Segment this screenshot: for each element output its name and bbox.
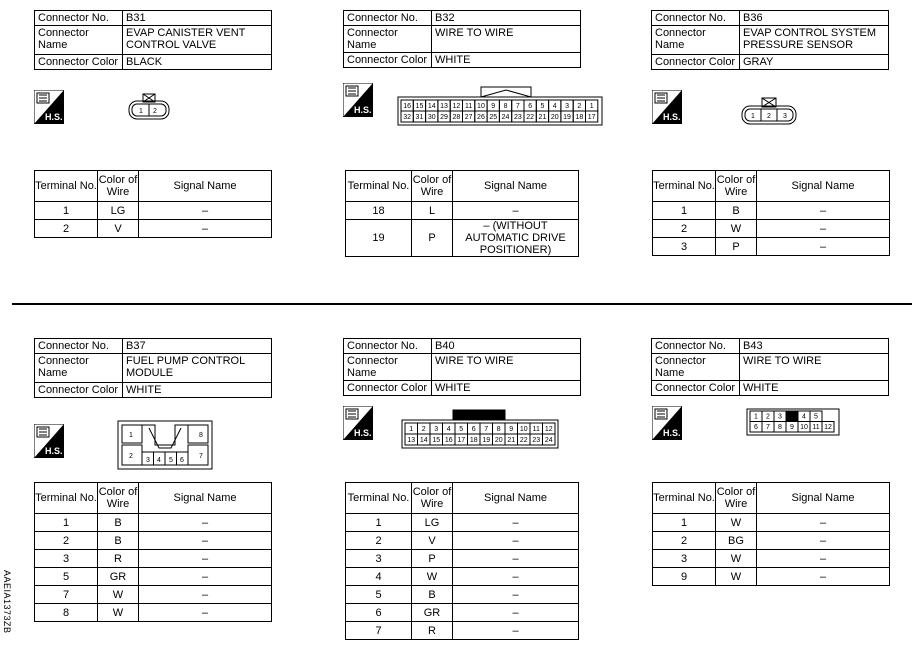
wire-color-header: Color of Wire [412,171,453,202]
svg-text:5: 5 [169,457,173,464]
pin-number: 32 [403,114,412,121]
pin-number: 10 [477,103,485,110]
table-row [35,532,272,550]
signal-name-cell: – [757,220,890,238]
pin-number: 8 [778,424,782,431]
svg-text:1: 1 [751,113,755,120]
pin-number: 24 [501,114,510,121]
svg-text:H.S.: H.S. [663,428,681,438]
connector-name-label: Connector Name [35,354,123,383]
terminal-no-cell: 1 [35,202,98,220]
pin-number: 19 [482,437,491,444]
terminal-no-cell: 5 [35,568,98,586]
table-row [35,586,272,604]
terminal-no-cell: 1 [35,514,98,532]
wire-color-cell: B [412,586,453,604]
connector-name-value: WIRE TO WIRE [432,26,581,53]
wire-color-cell: LG [98,202,139,220]
svg-text:1: 1 [139,108,143,115]
harness-side-icon [34,424,64,458]
connector-diagram-b31 [128,92,170,122]
terminal-no-cell: 7 [346,622,412,640]
pin-number: 6 [754,424,758,431]
connector-name-value: WIRE TO WIRE [740,354,889,381]
wire-color-header: Color of Wire [412,483,453,514]
wire-color-cell: B [716,202,757,220]
terminal-no-header: Terminal No. [346,171,412,202]
table-row [346,202,579,220]
table-row [346,622,579,640]
pin-number: 24 [544,437,553,444]
svg-text:2: 2 [153,108,157,115]
pin-number: 17 [457,437,466,444]
connector-color-value: WHITE [432,53,581,68]
wire-color-cell: W [716,568,757,586]
terminal-no-cell: 1 [653,514,716,532]
pin-number: 31 [415,114,424,121]
harness-side-icon [34,90,64,124]
wire-color-cell: R [412,622,453,640]
signal-name-cell: – [139,220,272,238]
pin-number: 7 [766,424,770,431]
signal-name-header: Signal Name [453,171,579,202]
pin-number: 9 [509,426,514,433]
wire-color-cell: P [412,220,453,257]
pin-number: 18 [469,437,478,444]
wire-color-cell: GR [98,568,139,586]
connector-color-label: Connector Color [344,381,432,396]
terminal-no-header: Terminal No. [35,483,98,514]
harness-side-icon [343,83,373,117]
svg-text:3: 3 [783,113,787,120]
svg-text:H.S.: H.S. [45,446,63,456]
table-row [653,550,890,568]
pin-number: 19 [563,114,571,121]
connector-info-b36 [651,10,889,70]
pin-number: 1 [409,426,414,433]
pin-number: 16 [444,437,453,444]
pin-number: 25 [489,114,498,121]
pin-number: 3 [565,103,570,110]
connector-name-value: EVAP CONTROL SYSTEM PRESSURE SENSOR [740,26,889,55]
connector-color-label: Connector Color [652,381,740,396]
pin-number: 13 [407,437,416,444]
harness-side-icon [652,90,682,124]
signal-name-cell: – [757,568,890,586]
pin-number: 20 [494,437,503,444]
terminal-table-b37 [34,482,272,622]
signal-name-cell: – [139,550,272,568]
signal-name-cell: – [139,532,272,550]
pin-number: 5 [459,426,464,433]
pin-number: 3 [778,413,782,421]
signal-name-cell: – [139,514,272,532]
wire-color-cell: GR [412,604,453,622]
pin-number: 2 [766,413,770,421]
signal-name-cell: – [453,202,579,220]
connector-color-value: WHITE [740,381,889,396]
connector-color-label: Connector Color [652,55,740,70]
pin-number: 13 [440,103,448,110]
terminal-no-cell: 19 [346,220,412,257]
pin-number: 22 [526,114,535,121]
pin-number: 9 [491,103,496,110]
connector-color-value: WHITE [123,383,272,398]
harness-side-icon [652,406,682,440]
pin-number: 20 [550,114,559,121]
terminal-no-cell: 8 [35,604,98,622]
pin-number: 12 [824,424,832,431]
connector-name-value: WIRE TO WIRE [432,354,581,381]
connector-info-b31 [34,10,272,70]
pin-number: 23 [513,114,522,121]
terminal-no-cell: 6 [346,604,412,622]
signal-name-cell: – [453,622,579,640]
pin-number: 1 [589,103,594,110]
connector-no-label: Connector No. [35,11,123,26]
connector-color-label: Connector Color [35,55,123,70]
connector-no-value: B43 [740,339,889,354]
pin-number: 18 [575,114,584,121]
connector-name-label: Connector Name [652,26,740,55]
pin-number: 21 [507,437,516,444]
pin-number: 9 [790,424,794,431]
pin-number: 15 [415,103,424,110]
pin-number: 8 [496,426,501,433]
wire-color-header: Color of Wire [716,483,757,514]
terminal-no-cell: 2 [346,532,412,550]
wire-color-cell: W [716,514,757,532]
table-row [35,604,272,622]
table-row [653,202,890,220]
svg-text:6: 6 [180,457,184,464]
signal-name-header: Signal Name [757,171,890,202]
table-row [653,238,890,256]
svg-text:H.S.: H.S. [354,428,372,438]
pin-number: 5 [814,413,818,421]
connector-info-b43 [651,338,889,396]
signal-name-cell: – [453,514,579,532]
svg-text:H.S.: H.S. [663,112,681,122]
pin-number: 22 [519,437,528,444]
table-row [653,568,890,586]
connector-name-value: EVAP CANISTER VENT CONTROL VALVE [123,26,272,55]
pin-number: 23 [532,437,541,444]
connector-no-label: Connector No. [35,339,123,354]
wire-color-cell: B [98,514,139,532]
wire-color-cell: W [716,550,757,568]
connector-color-label: Connector Color [35,383,123,398]
table-row [346,550,579,568]
pin-number: 2 [421,426,426,433]
pin-number: 4 [446,426,451,433]
pin-number: 29 [440,114,448,121]
connector-no-value: B36 [740,11,889,26]
connector-info-b32 [343,10,581,68]
pin-number: 11 [465,103,473,110]
connector-diagram-b36 [740,96,798,126]
pin-number: 6 [471,426,476,433]
signal-name-cell: – [139,568,272,586]
table-row [346,604,579,622]
connector-name-label: Connector Name [344,26,432,53]
connector-diagram-b40 [401,407,561,449]
connector-info-b40 [343,338,581,396]
pin-number: 2 [577,103,582,110]
connector-diagram-b37 [117,420,213,470]
signal-name-cell: – [757,238,890,256]
wire-color-cell: P [412,550,453,568]
wire-color-cell: L [412,202,453,220]
table-row [35,220,272,238]
pin-number: 16 [403,103,412,110]
wire-color-cell: V [98,220,139,238]
terminal-no-cell: 18 [346,202,412,220]
signal-name-cell: – [139,586,272,604]
connector-no-value: B37 [123,339,272,354]
svg-text:2: 2 [767,113,771,120]
signal-name-cell: – [757,550,890,568]
pin-number: 7 [515,103,520,110]
signal-name-cell: – [453,568,579,586]
pin-number: 26 [477,114,485,121]
pin-number: 11 [532,426,540,433]
terminal-no-cell: 3 [653,550,716,568]
connector-color-value: WHITE [432,381,581,396]
terminal-table-b40 [345,482,579,640]
connector-no-value: B31 [123,11,272,26]
signal-name-cell: – [139,202,272,220]
table-row [346,532,579,550]
svg-text:3: 3 [146,457,150,464]
pin-number: 6 [528,103,533,110]
pin-number: 10 [519,426,528,433]
pin-number: 17 [587,114,596,121]
terminal-no-cell: 1 [653,202,716,220]
connector-name-value: FUEL PUMP CONTROL MODULE [123,354,272,383]
terminal-no-header: Terminal No. [35,171,98,202]
terminal-no-cell: 2 [35,532,98,550]
connector-name-label: Connector Name [35,26,123,55]
pin-number: 14 [419,437,428,444]
pin-number: 28 [452,114,461,121]
connector-no-value: B40 [432,339,581,354]
table-row [35,514,272,532]
pin-number: 14 [427,103,436,110]
connector-diagram-b43 [746,408,840,436]
wire-color-header: Color of Wire [98,171,139,202]
terminal-no-cell: 3 [653,238,716,256]
pin-number: 1 [754,413,758,421]
signal-name-cell: – [757,202,890,220]
wire-color-cell: R [98,550,139,568]
terminal-no-cell: 5 [346,586,412,604]
pin-number: 4 [802,413,806,421]
signal-name-cell: – [453,586,579,604]
terminal-no-cell: 7 [35,586,98,604]
terminal-table-b31 [34,170,272,238]
terminal-no-header: Terminal No. [653,171,716,202]
signal-name-header: Signal Name [139,483,272,514]
signal-name-cell: – [139,604,272,622]
terminal-no-cell: 1 [346,514,412,532]
harness-side-icon [343,406,373,440]
connector-no-label: Connector No. [344,11,432,26]
terminal-no-cell: 4 [346,568,412,586]
signal-name-cell: – [453,550,579,568]
table-row [346,568,579,586]
connector-info-b37 [34,338,272,398]
signal-name-header: Signal Name [757,483,890,514]
terminal-no-cell: 9 [653,568,716,586]
wire-color-cell: W [412,568,453,586]
pin-number: 7 [484,426,489,433]
pin-number: 3 [434,426,439,433]
table-row [346,220,579,257]
terminal-no-header: Terminal No. [653,483,716,514]
connector-no-label: Connector No. [652,11,740,26]
svg-text:H.S.: H.S. [354,105,372,115]
connector-no-value: B32 [432,11,581,26]
terminal-no-cell: 2 [653,220,716,238]
terminal-table-b43 [652,482,890,586]
wire-color-cell: P [716,238,757,256]
pin-number: 11 [812,424,820,431]
wire-color-cell: BG [716,532,757,550]
wire-color-cell: LG [412,514,453,532]
pin-number: 12 [452,103,461,110]
signal-name-header: Signal Name [453,483,579,514]
connector-diagram-b32 [397,84,603,126]
signal-name-cell: – [453,532,579,550]
figure-code: AAEIA1373ZB [2,570,12,634]
svg-text:8: 8 [199,432,203,439]
terminal-no-cell: 3 [346,550,412,568]
terminal-no-cell: 2 [653,532,716,550]
connector-color-label: Connector Color [344,53,432,68]
wire-color-cell: W [98,604,139,622]
table-row [653,514,890,532]
signal-name-cell: – [757,532,890,550]
table-row [346,514,579,532]
svg-text:4: 4 [157,457,161,464]
connector-pin [786,411,798,422]
signal-name-header: Signal Name [139,171,272,202]
signal-name-cell: – [757,514,890,532]
terminal-no-cell: 2 [35,220,98,238]
section-divider [12,303,912,305]
pin-number: 12 [544,426,553,433]
connector-color-value: GRAY [740,55,889,70]
terminal-table-b36 [652,170,890,256]
wire-color-header: Color of Wire [716,171,757,202]
table-row [653,532,890,550]
pin-number: 4 [552,103,557,110]
table-row [346,586,579,604]
wire-color-cell: W [716,220,757,238]
connector-color-value: BLACK [123,55,272,70]
signal-name-cell: – [453,604,579,622]
wire-color-cell: W [98,586,139,604]
pin-number: 8 [503,103,508,110]
connector-name-label: Connector Name [652,354,740,381]
wire-color-header: Color of Wire [98,483,139,514]
wire-color-cell: B [98,532,139,550]
connector-no-label: Connector No. [652,339,740,354]
hs-label: H.S. [45,112,63,122]
pin-number: 5 [540,103,545,110]
svg-text:7: 7 [199,453,203,460]
pin-number: 27 [464,114,473,121]
terminal-table-b32 [345,170,579,257]
signal-name-cell: – (WITHOUT AUTOMATIC DRIVE POSITIONER) [453,220,579,257]
pin-number: 15 [432,437,441,444]
connector-name-label: Connector Name [344,354,432,381]
terminal-no-cell: 3 [35,550,98,568]
svg-text:1: 1 [129,432,133,439]
connector-no-label: Connector No. [344,339,432,354]
table-row [35,550,272,568]
table-row [653,220,890,238]
pin-number: 30 [427,114,436,121]
pin-number: 10 [800,424,808,431]
table-row [35,202,272,220]
svg-text:2: 2 [129,453,133,460]
pin-number: 21 [538,114,547,121]
table-row [35,568,272,586]
terminal-no-header: Terminal No. [346,483,412,514]
wire-color-cell: V [412,532,453,550]
